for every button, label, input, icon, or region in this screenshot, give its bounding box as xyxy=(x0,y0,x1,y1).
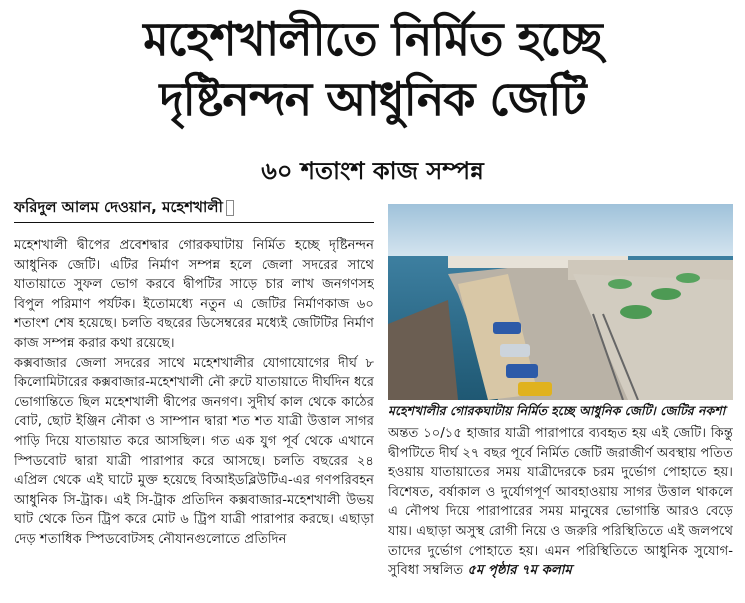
byline-text: ফরিদুল আলম দেওয়ান, মহেশখালী xyxy=(14,198,223,216)
car-icon xyxy=(500,344,530,357)
article-paragraph-2: কক্সবাজার জেলা সদরের সাথে মহেশখালীর যোগাযোগের দীর্ঘ ৮ কিলোমিটারের কক্সবাজার-মহেশখালী নৌ রুটে যাতায়াতে দীর্ঘদিন ধরে ভোগান্তিতে ছিল মহেশখালী দ্বীপের জনগণ। সুদীর্ঘ কাল থেকে কাঠের বোট, ছোট ইঞ্জিন নৌকা ও সাম্পান দ্বারা শত শত যাত্রী উত্তাল সাগর পাড়ি দিয়ে যাতায়াত করে আসছিল। গত এক যুগ পূর্ব থেকে এখানে স্পিডবোট দ্বারা যাত্রী পারাপার করে আসছে। চলতি বছরের ২৪ এপ্রিল থেকে এই ঘাটে মুক্ত হয়েছে বিআইডব্লিউটিএ-এর গণপরিবহন আধুনিক সি-ট্রাক। এই সি-ট্রাক প্রতিদিন কক্সবাজার-মহেশখালী উভয় ঘাট থেকে তিন ট্রিপ করে মোট ৬ ট্রিপ যাত্রী পারাপার করছে। এছাড়া দেড় শতাধিক স্পিডবোটসহ নৌযানগুলোতে প্রতিদিন xyxy=(14,355,374,547)
headline-line-1: মহেশখালীতে নির্মিত হচ্ছে xyxy=(143,12,602,66)
photo-caption: মহেশখালীর গোরকঘাটায় নির্মিত হচ্ছে আধুনিক জেটি। জেটির নকশা xyxy=(388,403,726,418)
continued-on-page: ৫ম পৃষ্ঠার ৭ম কলাম xyxy=(467,563,572,579)
car-icon xyxy=(506,364,538,378)
article-paragraph-1: মহেশখালী দ্বীপের প্রবেশদ্বার গোরকঘাটায় নির্মিত হচ্ছে দৃষ্টিনন্দন আধুনিক জেটি। এটির নির্মাণ সম্পন্ন হলে জেলা সদরের সাথে যাতায়াতে সুফল ভোগ করবে দ্বীপটির সাড়ে চার লাখ জনগণসহ বিপুল পরিমাণ পর্যটক। ইতোমধ্যে নতুন এ জেটির নির্মাণকাজ ৬০ শতাংশ শেষ হয়েছে। চলতি বছরের ডিসেম্বরের মধ্যেই জেটিটির নির্মাণ কাজ সম্পন্ন করার কথা রয়েছে। xyxy=(14,238,374,351)
right-column xyxy=(388,424,733,600)
umbrella-icon xyxy=(608,279,632,289)
byline-rule xyxy=(14,222,374,223)
jetty-render-illustration xyxy=(388,204,733,400)
sky xyxy=(388,204,733,264)
umbrella-icon xyxy=(620,305,652,319)
left-column xyxy=(14,236,374,600)
jetty-design-photo xyxy=(388,204,733,400)
article-paragraph-3 xyxy=(388,424,733,581)
subheadline: ৬০ শতাংশ কাজ সম্পন্ন xyxy=(261,157,484,185)
car-icon xyxy=(493,322,521,334)
umbrella-icon xyxy=(676,273,700,283)
car-icon xyxy=(518,382,552,396)
headline-line-2: দৃষ্টিনন্দন আধুনিক জেটি xyxy=(159,72,586,126)
byline xyxy=(14,196,234,218)
article-paragraph-3-text: অন্তত ১০/১৫ হাজার যাত্রী পারাপারে ব্যবহৃত হয় এই জেটি। কিন্তু দ্বীপটিতে দীর্ঘ ২৭ বছর পূর্বে নির্মিত জেটি জরাজীর্ণ অবস্থায় পতিত হওয়ায় যাতায়াতের সময় যাত্রীদেরকে চরম দুর্ভোগ পোহাতে হয়। বিশেষত, বর্ষাকাল ও দুর্যোগপূর্ণ আবহাওয়ায় সাগর উত্তাল থাকলে এ নৌপথ দিয়ে পারাপারের সময় মানুষের ভোগান্তি আরও বেড়ে যায়। এছাড়া অসুস্থ রোগী নিয়ে ও জরুরি পরিস্থিতিতে এই জলপথে তাদের দুর্ভোগ পোহাতে হয়। এমন পরিস্থিতিতে আধুনিক সুযোগ-সুবিধা সম্বলিত xyxy=(388,426,733,579)
byline-mark-icon xyxy=(226,200,234,216)
umbrella-icon xyxy=(651,288,681,300)
